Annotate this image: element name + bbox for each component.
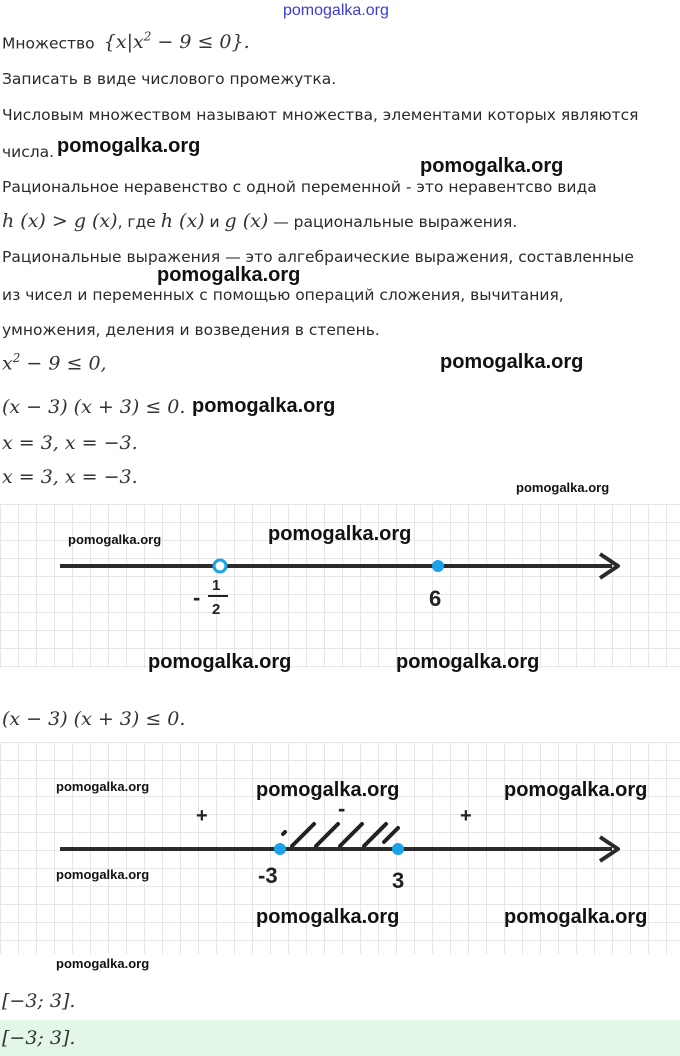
watermark: pomogalka.org [68,532,162,547]
definition-numeric-set: Числовым множеством называют множества, элементами которых являются [2,106,639,124]
sign-minus-middle: - [338,796,346,821]
final-answer-bar [0,1020,680,1056]
definition-inequality: Рациональное неравенство с одной переменной - это неравентсво вида [2,178,597,196]
watermark: pomogalka.org [192,395,336,417]
definition-rational-expr: Рациональные выражения — это алгебраические выражения, составленные [2,248,634,266]
point-minus-three [274,843,286,855]
label-fraction-den: 2 [212,601,221,618]
watermark: pomogalka.org [56,867,150,882]
step-factored: (x − 3) (x + 3) ≤ 0. [2,396,186,418]
task-text: Записать в виде числового промежутка. [2,70,337,88]
closed-point [432,560,444,572]
set-label: Множество [2,34,95,53]
inequality-form-line: h (x) > g (x), где h (x) и g (x) — рациональные выражения. [2,210,518,232]
definition-rational-expr-2: из чисел и переменных с помощью операций сложения, вычитания, [2,286,564,304]
label-three: 3 [392,868,405,893]
watermark: pomogalka.org [148,651,292,673]
label-fraction-num: 1 [212,577,221,594]
sign-plus-left: + [196,805,208,827]
step-roots: x = 3, x = −3. [2,432,138,454]
line-1 [2,30,250,53]
watermark: pomogalka.org [440,351,584,373]
watermark: pomogalka.org [504,779,648,801]
point-three [392,843,404,855]
watermark: pomogalka.org [396,651,540,673]
definition-numeric-set-cont: числа. [2,143,55,161]
watermark: pomogalka.org [157,264,301,286]
set-expression: $\{x|x^2 - 9 \le 0\}$. [103,30,250,54]
answer-interval: [−3; 3]. [2,990,76,1012]
number-line-2 [0,742,680,954]
watermark: pomogalka.org [268,523,412,545]
watermark: pomogalka.org [420,155,564,177]
watermark: pomogalka.org [56,956,150,971]
label-minus-sign: - [193,585,201,610]
watermark: pomogalka.org [256,906,400,928]
step-inequality: $x^2 - 9 \le 0$, [2,351,107,375]
open-point [214,560,226,572]
watermark-top: pomogalka.org [283,2,389,19]
final-answer: [−3; 3]. [2,1027,76,1049]
hatched-interval [283,824,398,846]
label-six: 6 [429,586,442,611]
label-minus-three: -3 [258,863,278,888]
step-inequality-repeat: (x − 3) (x + 3) ≤ 0. [2,708,186,730]
number-line-1 [0,504,680,673]
definition-rational-expr-3: умножения, деления и возведения в степень. [2,321,380,339]
step-roots-repeat: x = 3, x = −3. [2,466,138,488]
sign-plus-right: + [460,805,472,827]
watermark: pomogalka.org [56,779,150,794]
watermark: pomogalka.org [256,779,400,801]
watermark: pomogalka.org [57,135,201,157]
watermark: pomogalka.org [504,906,648,928]
watermark: pomogalka.org [516,480,610,495]
